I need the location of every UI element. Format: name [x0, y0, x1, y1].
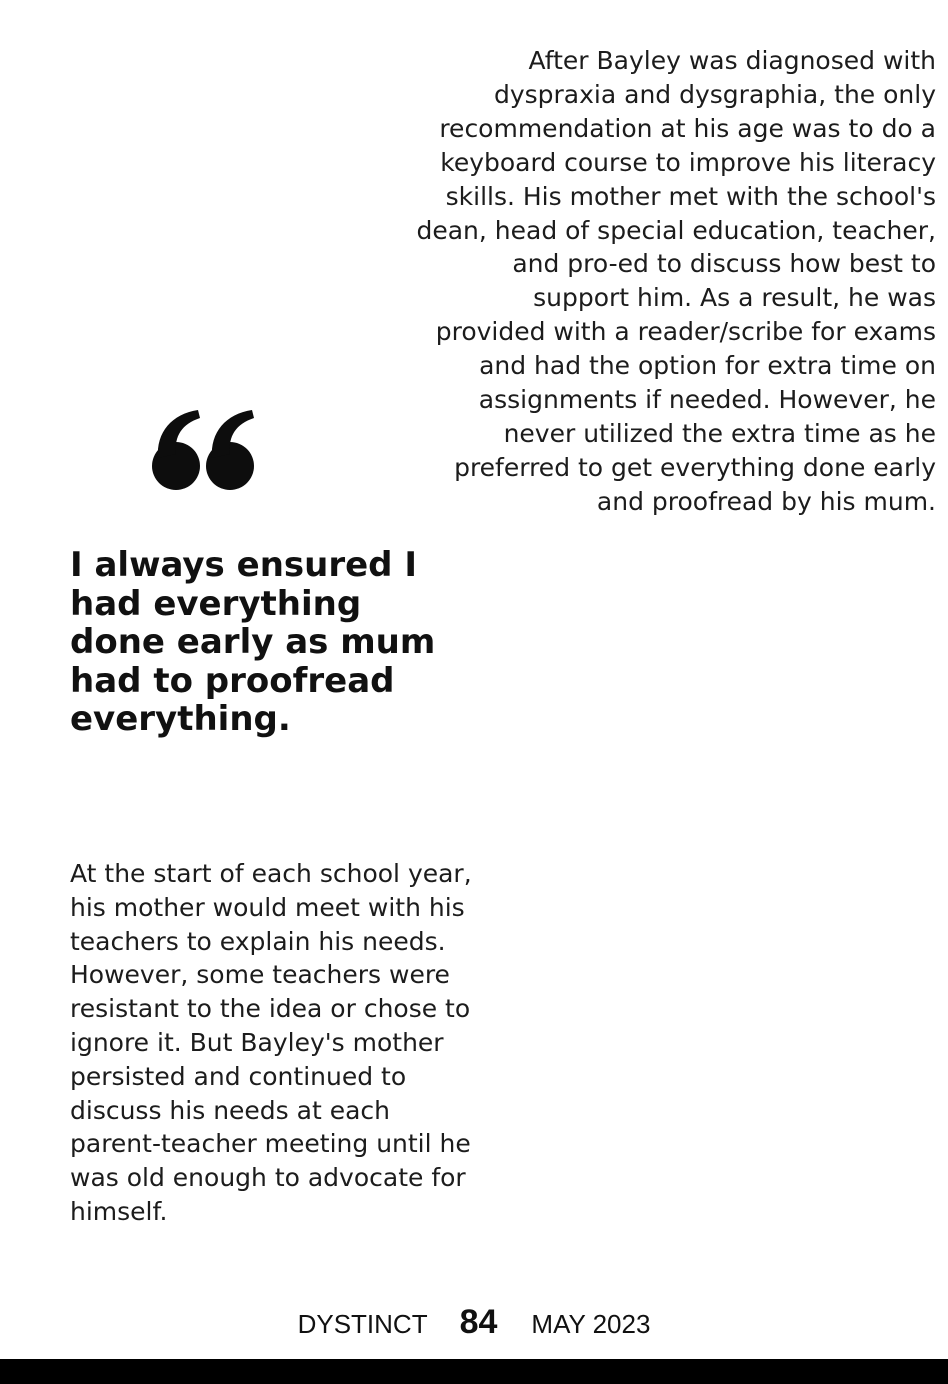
article-paragraph-right: After Bayley was diagnosed with dyspraxia and dysgraphia, the only recommendation at his age was to do a keyboard course to improve his literacy skills. His mother met with the school's dean, head of special education, teacher, and pro-ed to discuss how best to support him. As a result, he was provided with a reader/scribe for exams and had the option for extra time on assignments if needed. However, he never utilized the extra time as he preferred to get everything done early and proofread by his mum.	[416, 46, 936, 516]
issue-date: MAY 2023	[531, 1309, 651, 1339]
page-footer	[0, 1303, 948, 1342]
article-paragraph-left: At the start of each school year, his mother would meet with his teachers to explain his needs. However, some teachers were resistant to the idea or chose to ignore it. But Bayley's mother persisted and continued to discuss his needs at each parent-teacher meeting until he was old enough to advocate for himself.	[70, 859, 472, 1226]
bottom-black-bar	[0, 1359, 948, 1384]
page-number: 84	[459, 1303, 498, 1341]
magazine-name: DYSTINCT	[297, 1309, 428, 1339]
pull-quote: I always ensured I had everything done early as mum had to proofread everything.	[70, 545, 436, 739]
opening-quote-icon	[150, 408, 260, 492]
